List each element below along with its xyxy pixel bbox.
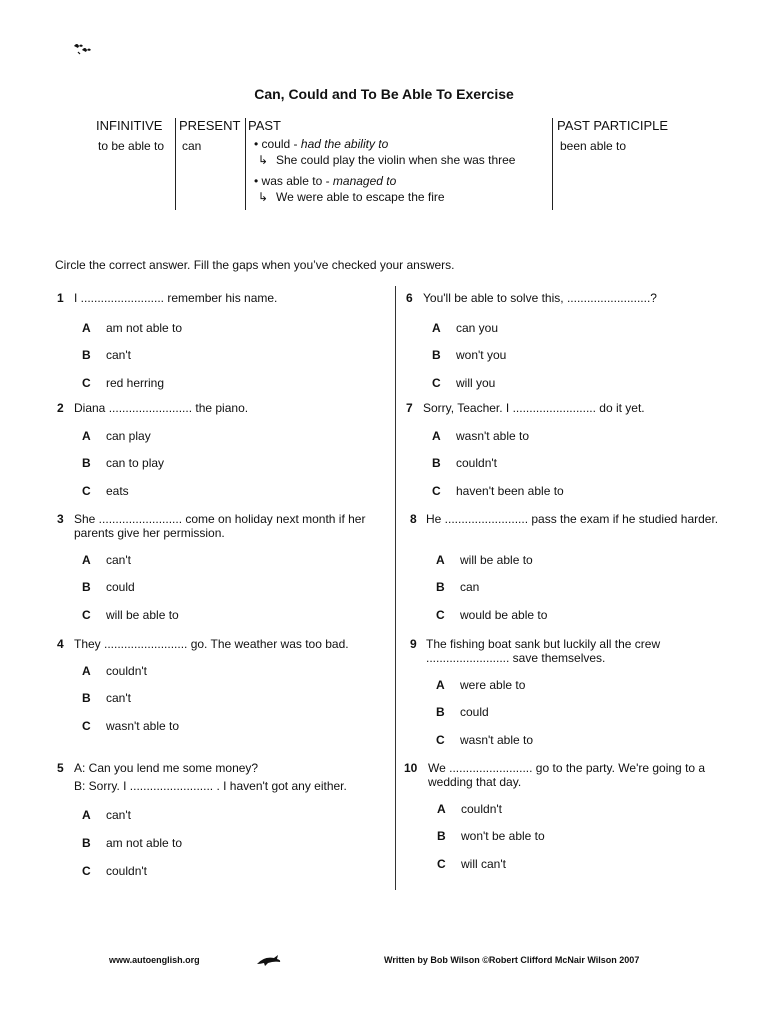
option-text: will you (456, 376, 496, 390)
option-text: eats (106, 484, 129, 498)
question-10 (406, 761, 736, 871)
option-text: couldn't (456, 456, 497, 470)
option-letter: A (82, 321, 91, 335)
table-divider (175, 118, 176, 210)
option-text: can play (106, 429, 151, 443)
question-text: Sorry, Teacher. I ......................... do it yet. (423, 401, 645, 415)
option-letter: A (436, 678, 445, 692)
question-number: 1 (57, 291, 64, 305)
past-could-example-text: She could play the violin when she was three (276, 153, 516, 167)
infinitive-value: to be able to (98, 139, 165, 153)
option-letter: B (432, 348, 441, 362)
question-6 (406, 291, 736, 390)
option-text: can you (456, 321, 499, 335)
question-text: Diana ......................... the piano. (74, 401, 249, 415)
option-letter: A (82, 808, 91, 822)
past-could-example (258, 153, 515, 167)
option-text: couldn't (106, 864, 147, 878)
option-letter: C (82, 484, 91, 498)
present-header: PRESENT (179, 118, 241, 133)
option-text: can to play (106, 456, 165, 470)
question-text: A: Can you lend me some money? (74, 761, 259, 775)
question-number: 9 (410, 637, 417, 651)
option-letter: B (82, 836, 91, 850)
option-text: won't you (456, 348, 507, 362)
table-divider (245, 118, 246, 210)
past-participle-header: PAST PARTICIPLE (557, 118, 669, 133)
past-column (248, 118, 548, 210)
question-number: 5 (57, 761, 64, 775)
arrow-icon: ↳ (258, 153, 269, 167)
question-text: They ......................... go. The weather was too bad. (74, 637, 349, 651)
question-number: 2 (57, 401, 64, 415)
option-text: wasn't able to (460, 733, 534, 747)
option-letter: B (82, 456, 91, 470)
option-letter: B (437, 829, 446, 843)
option-letter: A (82, 664, 91, 678)
option-text: can (460, 580, 480, 594)
question-number: 6 (406, 291, 413, 305)
option-letter: C (82, 864, 91, 878)
option-letter: B (432, 456, 441, 470)
grammar-table (94, 118, 684, 210)
option-text: wasn't able to (456, 429, 530, 443)
footer-credit: Written by Bob Wilson ©Robert Clifford McNair Wilson 2007 (384, 955, 640, 965)
past-was-able-example-text: We were able to escape the fire (276, 190, 445, 204)
option-text: couldn't (106, 664, 147, 678)
question-text: We ......................... go to the party. We're going to a wedding that day. (428, 761, 706, 789)
past-header: PAST (248, 118, 281, 133)
infinitive-column (96, 118, 176, 210)
past-participle-column (557, 118, 684, 210)
option-text: am not able to (106, 836, 183, 850)
option-letter: A (437, 802, 446, 816)
option-letter: A (432, 321, 441, 335)
option-text: can't (106, 691, 131, 705)
past-could-line (254, 137, 388, 151)
present-column (179, 118, 243, 210)
question-2 (57, 401, 387, 498)
option-letter: C (432, 376, 441, 390)
option-letter: B (82, 691, 91, 705)
question-number: 3 (57, 512, 64, 526)
option-letter: B (82, 348, 91, 362)
question-text: You'll be able to solve this, .........................? (423, 291, 657, 305)
option-text: will can't (461, 857, 506, 871)
question-4 (57, 637, 387, 733)
option-text: can't (106, 808, 131, 822)
option-text: would be able to (460, 608, 548, 622)
question-text: I ......................... remember his name. (74, 291, 278, 305)
option-text: haven't been able to (456, 484, 564, 498)
dolphin-logo-icon (256, 953, 282, 967)
option-text: will be able to (106, 608, 179, 622)
option-text: were able to (460, 678, 526, 692)
option-letter: C (436, 733, 445, 747)
option-letter: B (82, 580, 91, 594)
past-was-able-line (254, 174, 396, 188)
past-could-meaning: had the ability to (300, 137, 389, 151)
option-letter: C (436, 608, 445, 622)
option-letter: A (436, 553, 445, 567)
option-text: could (460, 705, 489, 719)
option-text: can't (106, 553, 131, 567)
page-title: Can, Could and To Be Able To Exercise (254, 86, 514, 102)
question-number: 8 (410, 512, 417, 526)
instructions: Circle the correct answer. Fill the gaps when you’ve checked your answers. (55, 258, 455, 272)
option-text: wasn't able to (106, 719, 180, 733)
question-text: The fishing boat sank but luckily all the crew ......................... save themselves. (426, 637, 661, 665)
present-value: can (182, 139, 202, 153)
past-could-label: • could - (254, 137, 301, 151)
question-9 (406, 637, 736, 747)
footer-website-link[interactable]: www.autoenglish.org (109, 955, 200, 965)
option-letter: B (436, 705, 445, 719)
option-text: red herring (106, 376, 165, 390)
question-text: She ......................... come on holiday next month if her parents give her permission. (74, 512, 366, 540)
option-letter: C (82, 719, 91, 733)
question-5 (57, 761, 387, 876)
option-text: won't be able to (461, 829, 545, 843)
option-letter: C (82, 608, 91, 622)
question-number: 7 (406, 401, 413, 415)
infinitive-header: INFINITIVE (96, 118, 163, 133)
question-7 (406, 401, 736, 498)
birds-logo-icon (72, 40, 94, 56)
option-letter: A (82, 553, 91, 567)
question-8 (406, 512, 736, 622)
option-letter: A (432, 429, 441, 443)
option-text: am not able to (106, 321, 183, 335)
past-was-able-label: • was able to - (254, 174, 333, 188)
past-was-able-example (258, 190, 445, 204)
option-text: can't (106, 348, 131, 362)
option-letter: C (437, 857, 446, 871)
column-divider (395, 286, 396, 890)
question-number: 10 (404, 761, 418, 775)
option-letter: A (82, 429, 91, 443)
arrow-icon: ↳ (258, 190, 269, 204)
option-letter: C (82, 376, 91, 390)
question-3 (57, 512, 387, 622)
question-number: 4 (57, 637, 64, 651)
option-text: could (106, 580, 135, 594)
option-text: will be able to (460, 553, 533, 567)
past-participle-value: been able to (560, 139, 627, 153)
option-letter: B (436, 580, 445, 594)
question-text: He ......................... pass the exam if he studied harder. (426, 512, 719, 526)
past-was-able-meaning: managed to (332, 174, 397, 188)
option-text: couldn't (461, 802, 502, 816)
question-1 (57, 291, 387, 390)
question-text-2: B: Sorry. I ......................... . I haven't got any either. (74, 779, 347, 793)
table-divider (552, 118, 553, 210)
option-letter: C (432, 484, 441, 498)
